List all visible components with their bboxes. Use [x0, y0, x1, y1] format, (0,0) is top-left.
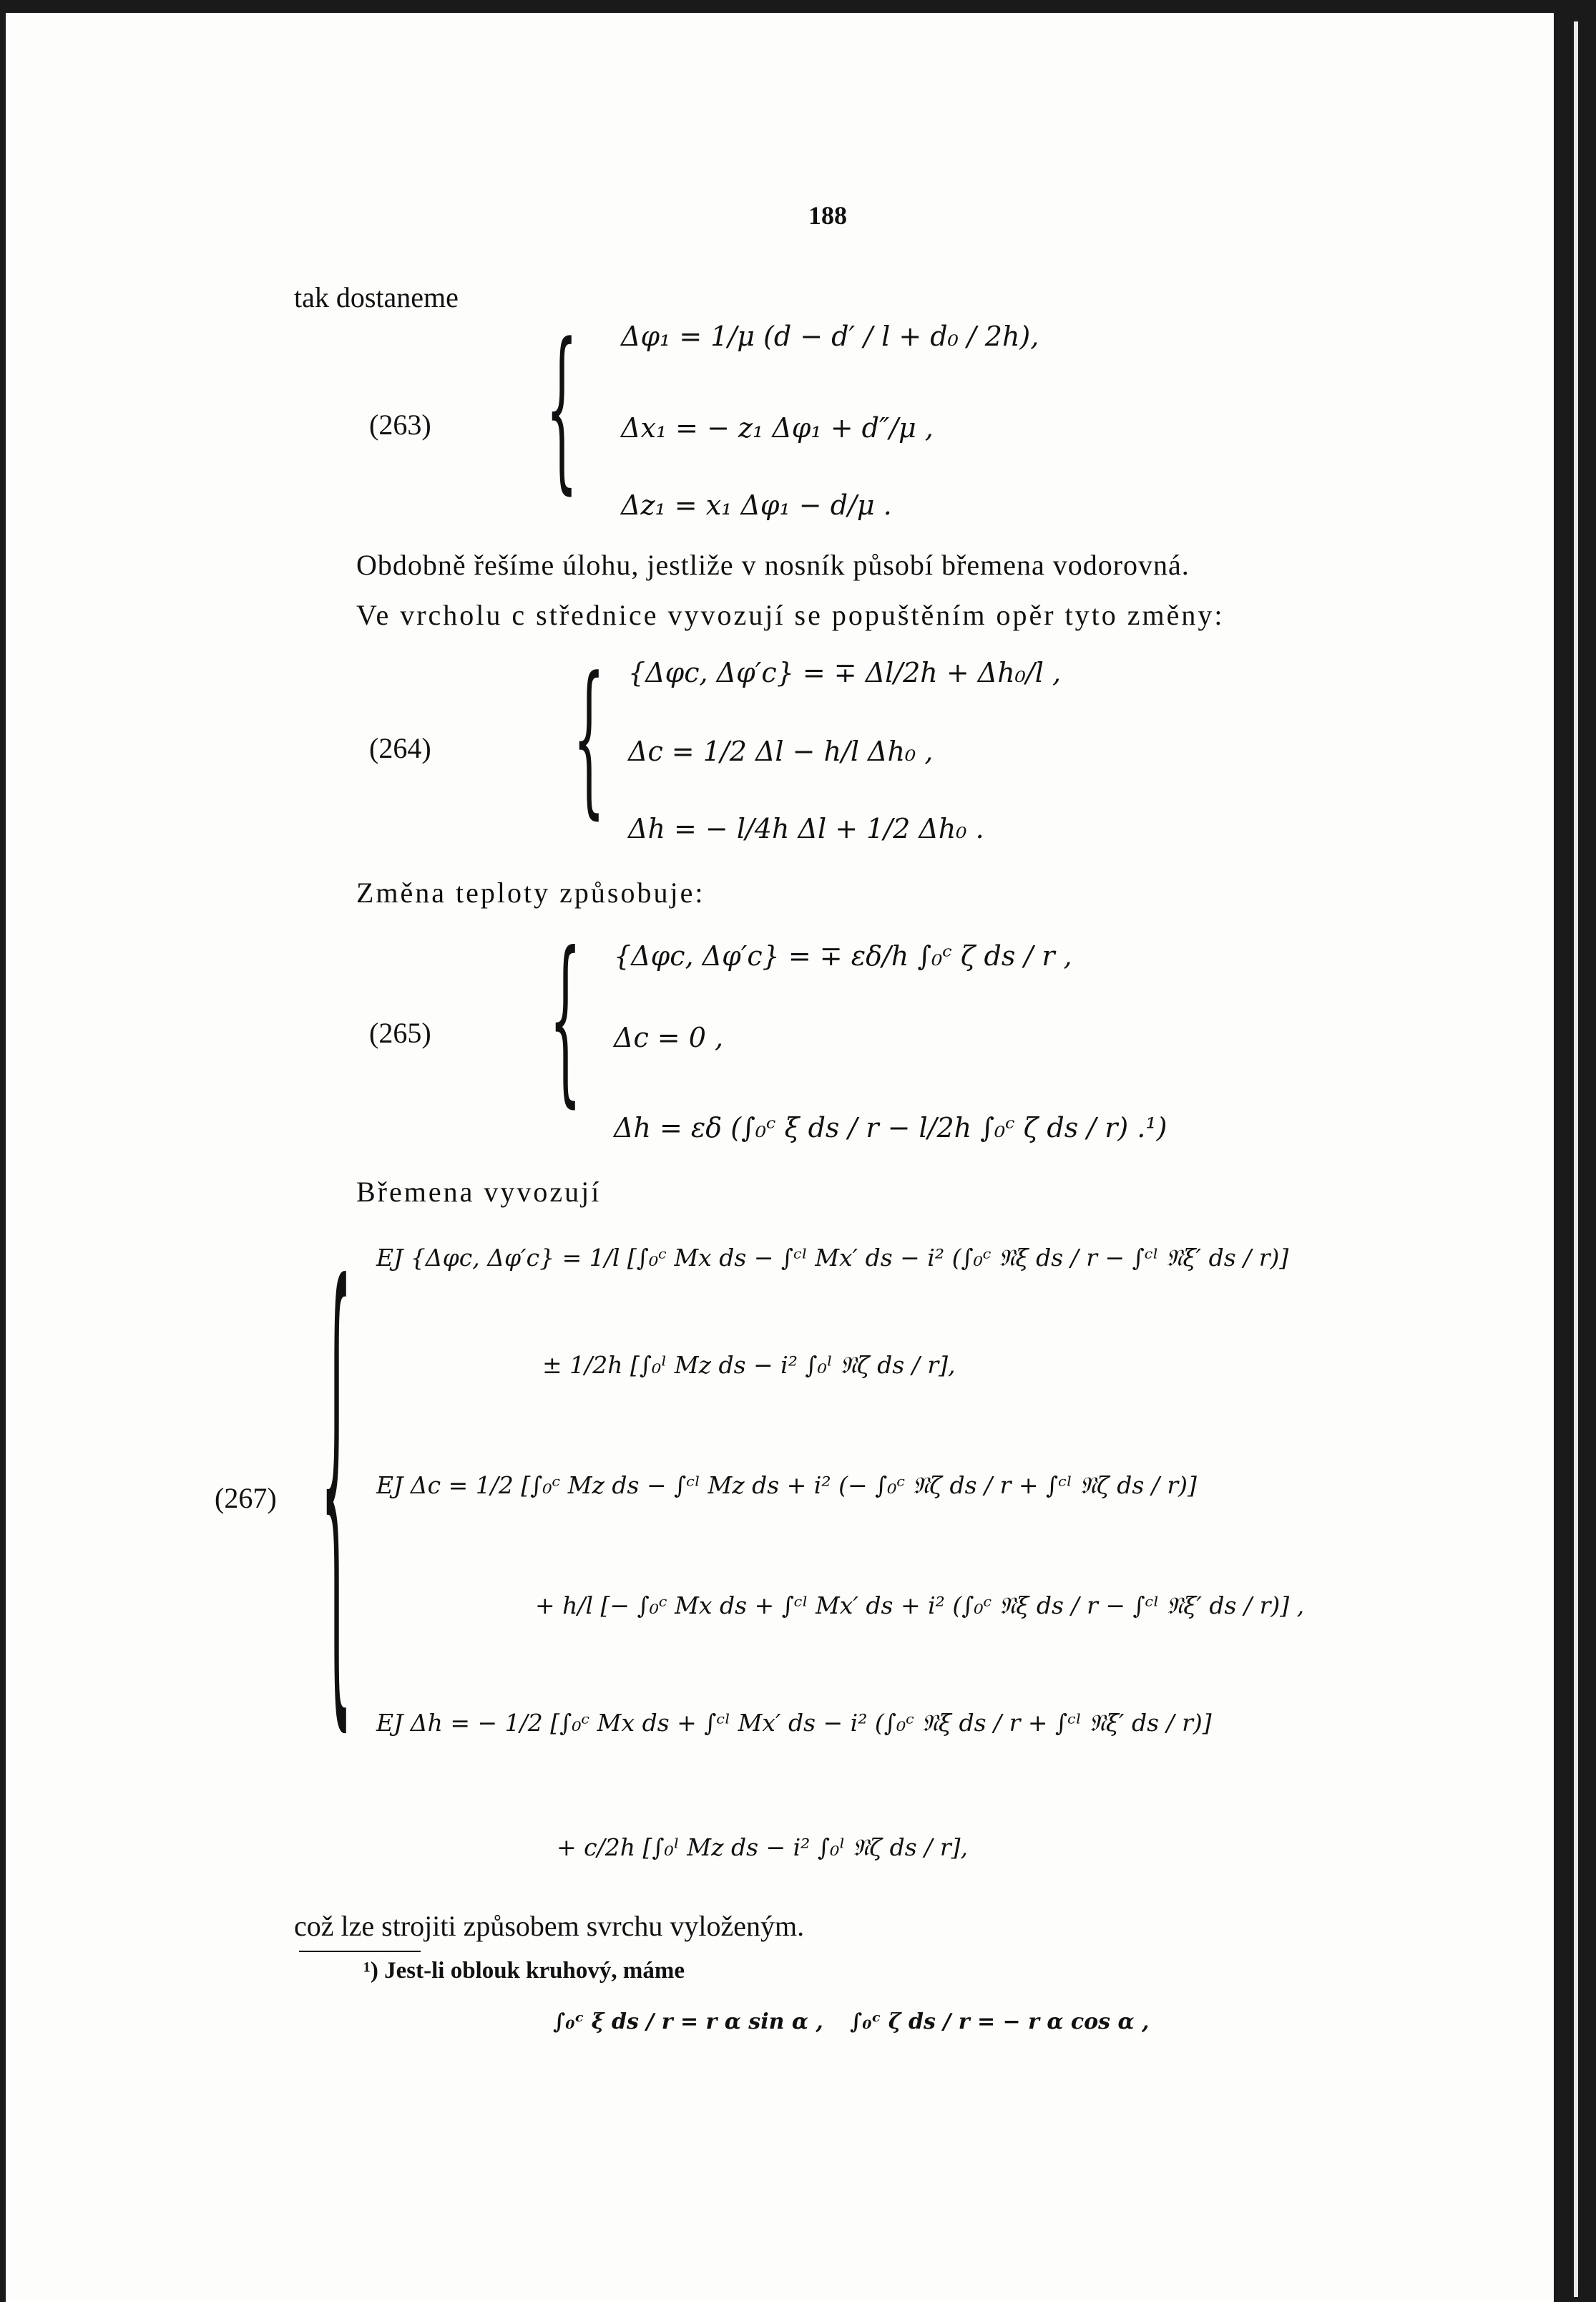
- equation-263-label: (263): [369, 409, 431, 441]
- footnote-rule: [299, 1951, 421, 1952]
- scan-border-top: [0, 0, 1596, 13]
- equation-263-line-3: Δz₁ = x₁ Δφ₁ − d/μ .: [621, 489, 892, 521]
- equation-264-label: (264): [369, 732, 431, 764]
- paragraph-temperature: Změna teploty způsobuje:: [356, 877, 705, 909]
- equation-265-line-1: {Δφc, Δφ′c} = ∓ εδ/h ∫₀ᶜ ζ ds / r ,: [614, 940, 1072, 972]
- scan-page-edge: [1574, 21, 1578, 2297]
- equation-263-line-2: Δx₁ = − z₁ Δφ₁ + d″/μ ,: [621, 412, 934, 444]
- page-number: 188: [808, 201, 847, 230]
- equation-263-brace: {: [546, 306, 578, 511]
- equation-267-line-2: ± 1/2h [∫₀ˡ Mz ds − i² ∫₀ˡ 𝔑ζ ds / r],: [542, 1351, 956, 1379]
- equation-267-line-6: + c/2h [∫₀ˡ Mz ds − i² ∫₀ˡ 𝔑ζ ds / r],: [557, 1833, 968, 1861]
- paragraph-horizontal-loads: Obdobně řešíme úlohu, jestliže v nosník působí břemena vodorovná.: [356, 549, 1190, 581]
- footnote-text: ¹) Jest-li oblouk kruhový, máme: [363, 1958, 685, 1984]
- equation-264-line-3: Δh = − l/4h Δl + 1/2 Δh₀ .: [628, 813, 984, 844]
- equation-265-line-3: Δh = εδ (∫₀ᶜ ξ ds / r − l/2h ∫₀ᶜ ζ ds / r) .¹): [614, 1112, 1167, 1143]
- footnote-formula-sin: ∫₀ᶜ ξ ds / r = r α sin α ,: [553, 2009, 823, 2034]
- equation-265-label: (265): [369, 1017, 431, 1049]
- footnote-formula-cos: ∫₀ᶜ ζ ds / r = − r α cos α ,: [850, 2009, 1150, 2034]
- paragraph-conclusion: což lze strojiti způsobem svrchu vyloženým.: [294, 1910, 805, 1942]
- equation-267-line-4: + h/l [− ∫₀ᶜ Mx ds + ∫ᶜˡ Mx′ ds + i² (∫₀ᶜ 𝔑ξ ds / r − ∫ᶜˡ 𝔑ξ′ ds / r)] ,: [535, 1591, 1305, 1619]
- equation-267-label: (267): [215, 1482, 277, 1514]
- book-page: [6, 13, 1554, 2302]
- intro-text: tak dostaneme: [294, 281, 459, 313]
- equation-264-line-2: Δc = 1/2 Δl − h/l Δh₀ ,: [628, 736, 934, 767]
- paragraph-loads: Břemena vyvozují: [356, 1176, 602, 1208]
- equation-267-line-3: EJ Δc = 1/2 [∫₀ᶜ Mz ds − ∫ᶜˡ Mz ds + i² (− ∫₀ᶜ 𝔑ζ ds / r + ∫ᶜˡ 𝔑ζ ds / r)]: [376, 1471, 1197, 1499]
- equation-267-line-1: EJ {Δφc, Δφ′c} = 1/l [∫₀ᶜ Mx ds − ∫ᶜˡ Mx′ ds − i² (∫₀ᶜ 𝔑ξ ds / r − ∫ᶜˡ 𝔑ξ′ ds / r)]: [376, 1244, 1289, 1272]
- equation-265-brace: {: [549, 913, 582, 1125]
- scan-border-left: [0, 0, 6, 2302]
- equation-264-brace: {: [573, 641, 605, 835]
- equation-267-brace: {: [320, 1186, 353, 1773]
- equation-264-line-1: {Δφc, Δφ′c} = ∓ Δl/2h + Δh₀/l ,: [628, 657, 1062, 688]
- equation-265-line-2: Δc = 0 ,: [614, 1022, 724, 1053]
- paragraph-support-changes: Ve vrcholu c střednice vyvozují se popuštěním opěr tyto změny:: [356, 599, 1225, 631]
- equation-263-line-1: Δφ₁ = 1/μ (d − d′ / l + d₀ / 2h),: [621, 321, 1039, 352]
- equation-267-line-5: EJ Δh = − 1/2 [∫₀ᶜ Mx ds + ∫ᶜˡ Mx′ ds − i² (∫₀ᶜ 𝔑ξ ds / r + ∫ᶜˡ 𝔑ξ′ ds / r)]: [376, 1709, 1212, 1737]
